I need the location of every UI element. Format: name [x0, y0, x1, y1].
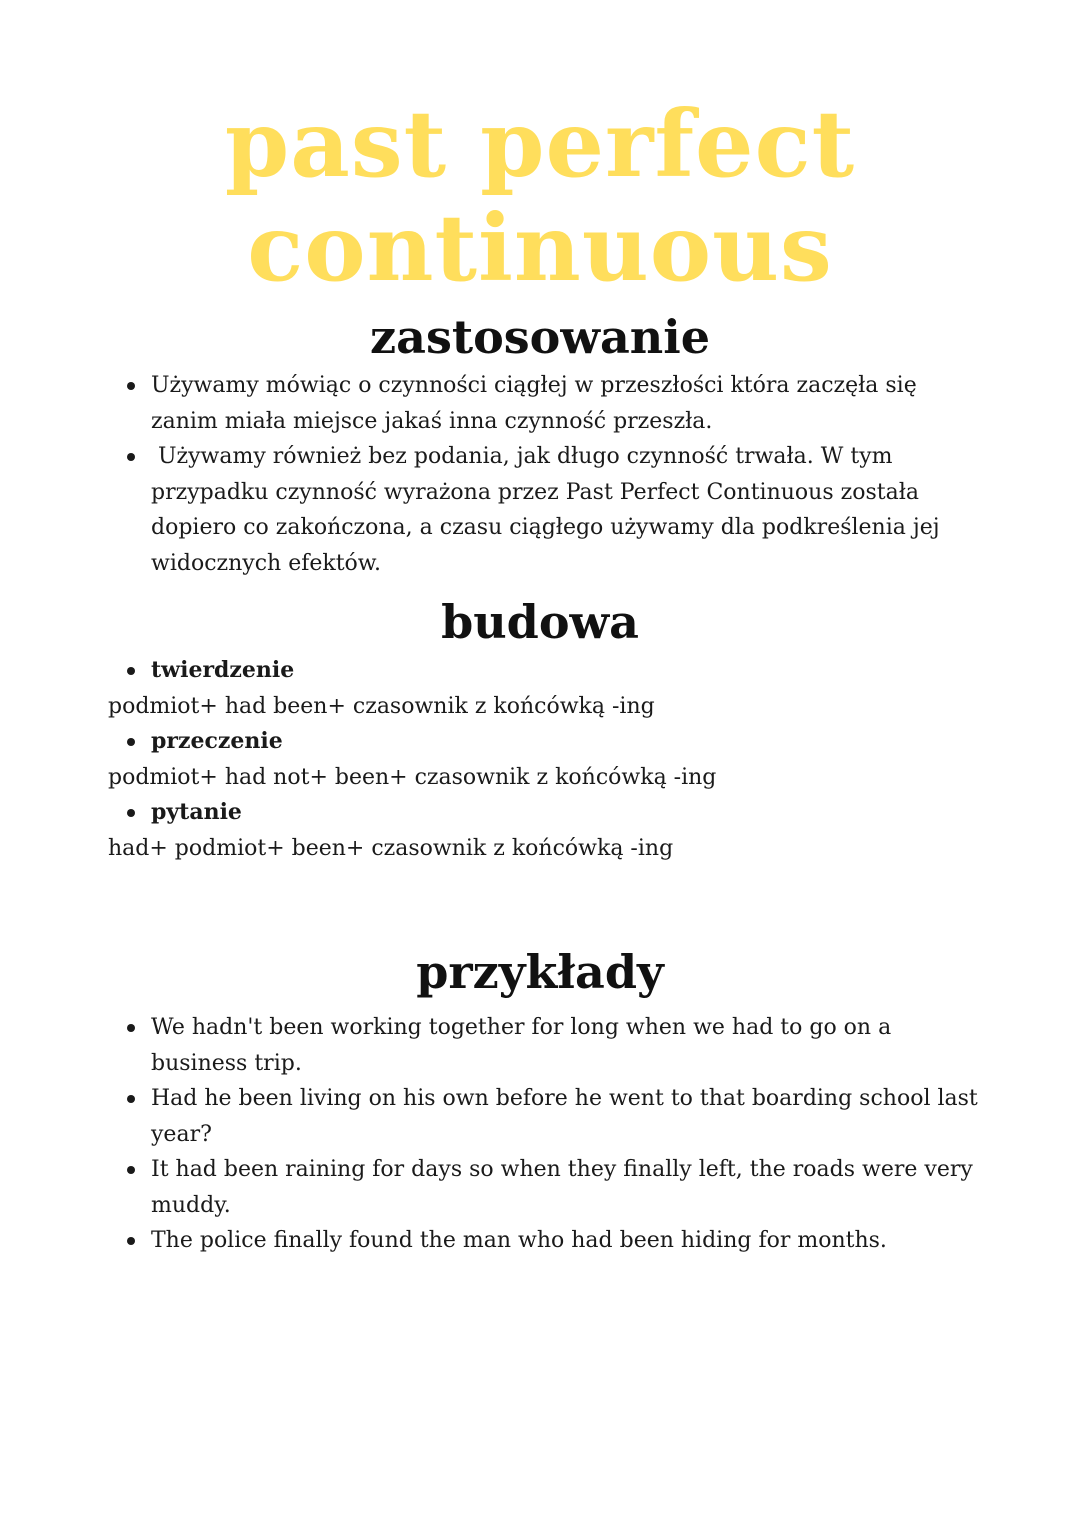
structure-formula-question: had+ podmiot+ been+ czasownik z końcówką -ing	[108, 835, 674, 861]
bullet-icon	[127, 1024, 135, 1032]
example-item-2	[108, 1081, 978, 1152]
structure-label-text: twierdzenie	[151, 657, 295, 683]
example-item-1	[108, 1010, 978, 1081]
structure-label-negative	[108, 724, 1008, 760]
structure-label-question	[108, 795, 1008, 831]
bullet-icon	[127, 1095, 135, 1103]
bullet-icon	[127, 453, 135, 461]
bullet-icon	[127, 809, 135, 817]
bullet-icon	[127, 1166, 135, 1174]
page-title-line-1: past perfect	[224, 90, 856, 198]
structure-list	[108, 653, 1008, 866]
structure-formula-affirmative: podmiot+ had been+ czasownik z końcówką -ing	[108, 693, 655, 719]
examples-heading: przykłady	[416, 945, 664, 999]
example-item-3	[108, 1152, 978, 1223]
bullet-icon	[127, 667, 135, 675]
examples-list	[108, 1010, 978, 1259]
example-item-text: It had been raining for days so when they finally left, the roads were very muddy.	[151, 1157, 973, 1218]
example-item-text: The police finally found the man who had been hiding for months.	[151, 1228, 887, 1253]
usage-item-1	[108, 368, 978, 439]
page-title	[0, 92, 1080, 300]
usage-heading: zastosowanie	[370, 310, 710, 364]
bullet-icon	[127, 382, 135, 390]
structure-label-text: przeczenie	[151, 728, 283, 754]
example-item-text: Had he been living on his own before he went to that boarding school last year?	[151, 1086, 978, 1147]
bullet-icon	[127, 738, 135, 746]
usage-item-text: Używamy mówiąc o czynności ciągłej w przeszłości która zaczęła się zanim miała miejsce jakaś inna czynność przeszła.	[151, 373, 917, 434]
structure-formula-negative: podmiot+ had not+ been+ czasownik z końcówką -ing	[108, 764, 717, 790]
bullet-icon	[127, 1237, 135, 1245]
usage-list	[108, 368, 978, 581]
page-title-line-2: continuous	[247, 194, 833, 302]
usage-item-2	[108, 439, 978, 581]
structure-heading: budowa	[441, 595, 639, 649]
structure-label-text: pytanie	[151, 799, 242, 825]
example-item-text: We hadn't been working together for long when we had to go on a business trip.	[151, 1015, 892, 1076]
structure-label-affirmative	[108, 653, 1008, 689]
usage-item-text: Używamy również bez podania, jak długo czynność trwała. W tym przypadku czynność wyrażona przez Past Perfect Continuous została dopiero co zakończona, a czasu ciągłego używamy dla podkreślenia jej widocznych efektów.	[151, 444, 947, 576]
example-item-4	[108, 1223, 978, 1259]
